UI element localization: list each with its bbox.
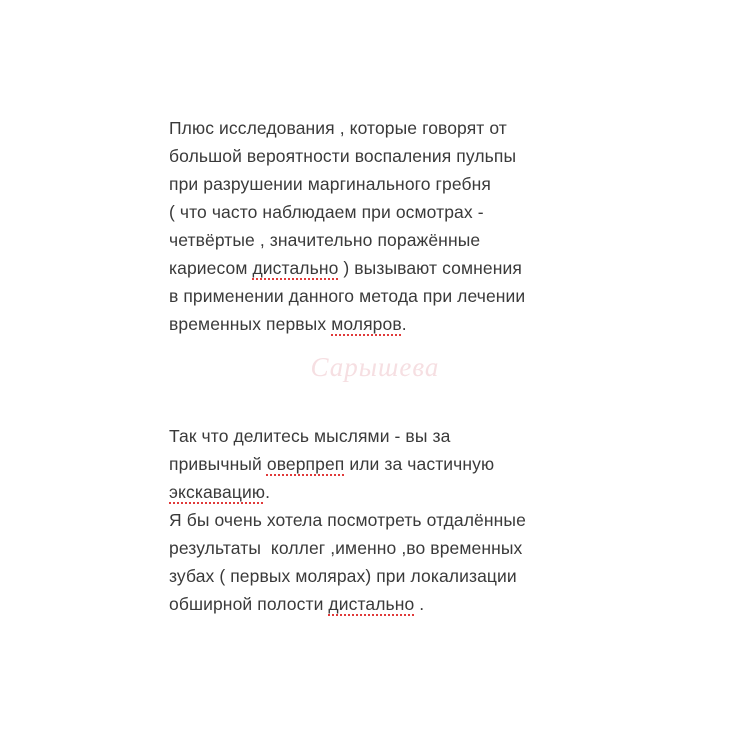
text-line xyxy=(169,310,589,338)
text-line: четвёртые , значительно поражённые xyxy=(169,230,481,250)
text-line: результаты коллег ,именно ,во временных xyxy=(169,538,523,558)
text-line: при разрушении маргинального гребня xyxy=(169,174,491,194)
paragraph-1 xyxy=(169,114,589,338)
text-line: Так что делитесь мыслями - вы за xyxy=(169,426,451,446)
watermark: Сарышева xyxy=(310,352,440,382)
misspelled-word[interactable]: дистально xyxy=(252,258,339,278)
text-line xyxy=(169,254,589,282)
text-line: Я бы очень хотела посмотреть отдалённые xyxy=(169,510,526,530)
misspelled-word[interactable]: моляров xyxy=(331,314,402,334)
misspelled-word[interactable]: дистально xyxy=(328,594,415,614)
text-segment: кариесом xyxy=(169,258,253,278)
misspelled-word[interactable]: экскавацию xyxy=(169,482,266,502)
text-segment: ) вызывают сомнения xyxy=(338,258,522,278)
text-line: зубах ( первых молярах) при локализации xyxy=(169,566,517,586)
text-line: большой вероятности воспаления пульпы xyxy=(169,146,517,166)
text-segment: . xyxy=(265,482,271,502)
text-line: ( что часто наблюдаем при осмотрах - xyxy=(169,202,484,222)
text-line: в применении данного метода при лечении xyxy=(169,286,526,306)
text-segment: привычный xyxy=(169,454,267,474)
text-segment: обширной полости xyxy=(169,594,329,614)
text-segment: . xyxy=(414,594,425,614)
text-segment: или за частичную xyxy=(344,454,495,474)
text-line: Плюс исследования , которые говорят от xyxy=(169,118,507,138)
text-line xyxy=(169,478,589,506)
misspelled-word[interactable]: оверпреп xyxy=(266,454,345,474)
text-line xyxy=(169,450,589,478)
text-segment: . xyxy=(401,314,407,334)
paragraph-2 xyxy=(169,422,589,618)
text-line xyxy=(169,590,589,618)
text-segment: временных первых xyxy=(169,314,332,334)
